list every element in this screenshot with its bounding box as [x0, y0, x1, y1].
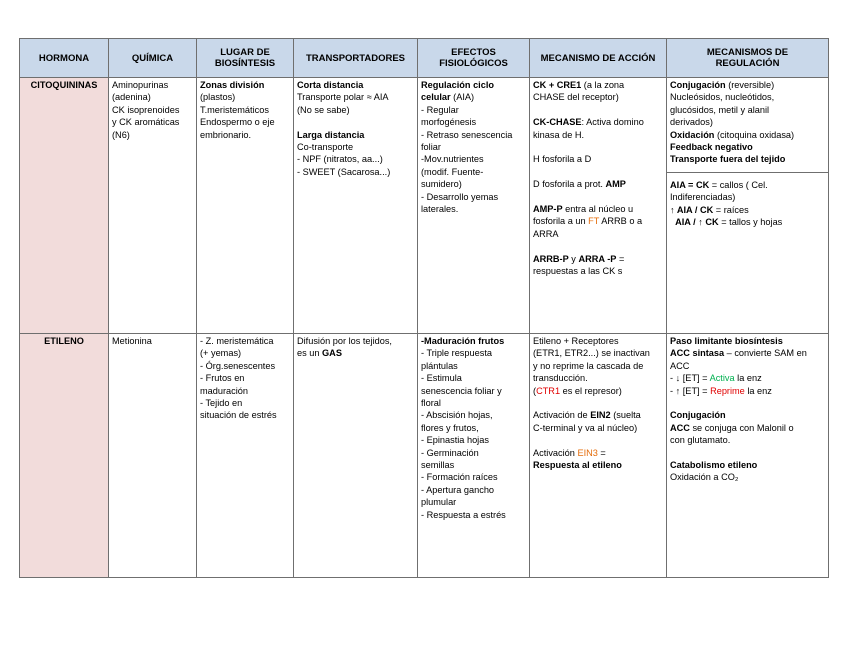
hormone-name-citoquininas: CITOQUININAS: [20, 78, 109, 334]
cell-lugar-etileno: - Z. meristemática (+ yemas) - Órg.senescentes - Frutos en maduración - Tejido en situación de estrés: [197, 334, 294, 578]
up-arrow-icon: ↑: [670, 204, 677, 215]
cell-transportadores-citoquininas: Corta distancia Transporte polar ≈ AIA (No se sabe) Larga distancia Co-transporte - NPF (nitratos, aa...) - SWEET (Sacarosa...): [294, 78, 418, 334]
header-mecanismo: MECANISMO DE ACCIÓN: [530, 39, 667, 78]
cell-mecanismo-etileno: Etileno + Receptores (ETR1, ETR2...) se inactivan y no reprime la cascada de transducción. (CTR1 es el represor) Activación de EIN2 (suelta C-terminal y va al núcleo) Activación EIN3 = Respuesta al etileno: [530, 334, 667, 578]
cell-lugar-citoquininas: Zonas división (plastos) T.meristemáticos Endospermo o eje embrionario.: [197, 78, 294, 334]
header-quimica: QUÍMICA: [109, 39, 197, 78]
cell-regulacion-citoquininas: Conjugación (reversible) Nucleósidos, nucleótidos, glucósidos, metil y alanil derivados) Oxidación (citoquina oxidasa) Feedback negativo Transporte fuera del tejido AIA = CK = callos ( Cel. Indiferenciadas) ↑ AIA / CK = raíces AIA / ↑ CK = tallos y hojas: [667, 78, 829, 334]
header-transportadores: TRANSPORTADORES: [294, 39, 418, 78]
cell-transportadores-etileno: Difusión por los tejidos, es un GAS: [294, 334, 418, 578]
header-hormona: HORMONA: [20, 39, 109, 78]
row-citoquininas: [20, 78, 829, 334]
cell-efectos-etileno: -Maduración frutos - Triple respuesta plántulas - Estimula senescencia foliar y floral - Abscisión hojas, flores y frutos, - Epinastia hojas - Germinación semillas - Formación raíces - Apertura gancho plumular - Respuesta a estrés: [418, 334, 530, 578]
cell-quimica-etileno: Metionina: [109, 334, 197, 578]
hormone-name-etileno: ETILENO: [20, 334, 109, 578]
cell-regulacion-etileno: Paso limitante biosíntesis ACC sintasa – convierte SAM en ACC - ↓ [ET] = Activa la enz - ↑ [ET] = Reprime la enz Conjugación ACC se conjuga con Malonil o con glutamato. Catabolismo etileno Oxidación a CO₂: [667, 334, 829, 578]
cell-quimica-citoquininas: Aminopurinas (adenina) CK isoprenoides y CK aromáticas (N6): [109, 78, 197, 334]
cell-mecanismo-citoquininas: CK + CRE1 (a la zona CHASE del receptor) CK-CHASE: Activa domino kinasa de H. H fosforila a D D fosforila a prot. AMP AMP-P entra al núcleo u fosforila a un FT ARRB o a ARRA ARRB-P y ARRA -P = respuestas a las CK s: [530, 78, 667, 334]
regulacion-divider: [667, 172, 828, 173]
up-arrow-icon: ↑: [698, 217, 706, 228]
header-row: [20, 39, 829, 78]
cell-efectos-citoquininas: Regulación ciclo celular (AIA) - Regular morfogénesis - Retraso senescencia foliar -Mov.nutrientes (modif. Fuente- sumidero) - Desarrollo yemas laterales.: [418, 78, 530, 334]
header-regulacion: MECANISMOS DE REGULACIÓN: [667, 39, 829, 78]
row-etileno: [20, 334, 829, 578]
hormone-table: [19, 38, 829, 578]
header-efectos: EFECTOS FISIOLÓGICOS: [418, 39, 530, 78]
header-lugar: LUGAR DE BIOSÍNTESIS: [197, 39, 294, 78]
